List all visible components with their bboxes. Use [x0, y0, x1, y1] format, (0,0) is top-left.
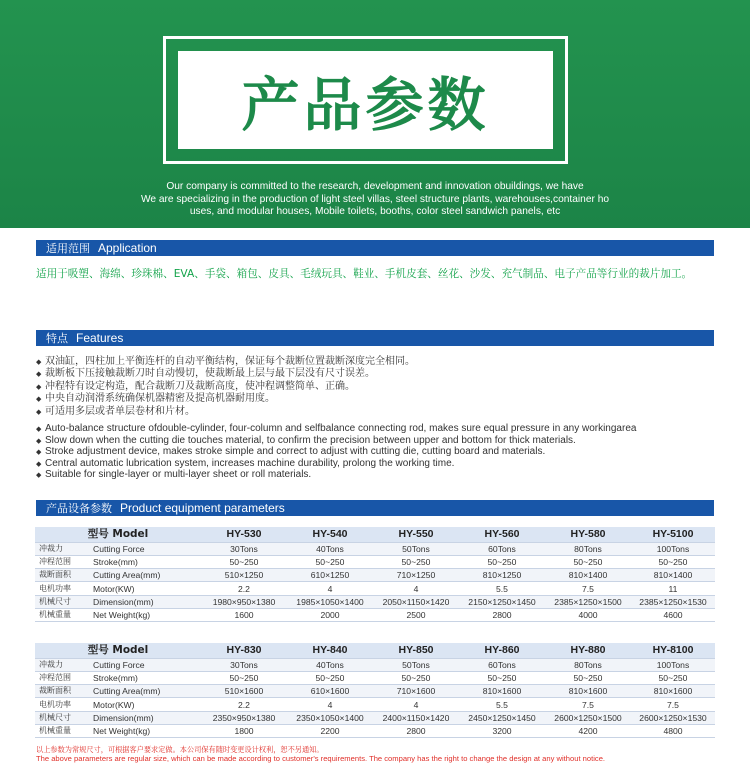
param-value: 7.5	[545, 698, 631, 711]
param-name-cn: 冲程范围	[35, 671, 91, 684]
param-value: 4	[373, 582, 459, 595]
param-value: 80Tons	[545, 658, 631, 671]
param-value: 2600×1250×1530	[631, 711, 715, 724]
param-value: 50~250	[201, 671, 287, 684]
feature-item-cn: ◆ 可适用多层或者单层卷材和片材。	[36, 405, 195, 417]
model-name: HY-580	[545, 527, 631, 542]
param-value: 2150×1250×1450	[459, 595, 545, 608]
param-name-en: Dimension(mm)	[91, 711, 201, 724]
param-value: 1985×1050×1400	[287, 595, 373, 608]
title-frame	[163, 36, 568, 164]
param-value: 810×1400	[545, 569, 631, 582]
feature-item-en: ◆ Suitable for single-layer or multi-layer sheet or roll materials.	[36, 469, 312, 481]
application-header	[36, 240, 714, 256]
param-value: 2200	[287, 724, 373, 737]
table-row	[35, 685, 715, 698]
param-value: 7.5	[631, 698, 715, 711]
diamond-bullet-icon: ◆	[36, 426, 42, 433]
features-header	[36, 330, 714, 346]
feature-item-cn: ◆ 冲程特有设定构造，配合裁断刀及裁断高度，使冲程调整简单、正确。	[36, 380, 355, 392]
param-name-en: Cutting Force	[91, 658, 201, 671]
param-value: 2.2	[201, 698, 287, 711]
param-value: 5.5	[459, 582, 545, 595]
diamond-bullet-icon: ◆	[36, 472, 42, 480]
model-name: HY-530	[201, 527, 287, 542]
param-value: 50~250	[287, 555, 373, 568]
model-name: HY-550	[373, 527, 459, 542]
param-value: 50Tons	[373, 542, 459, 555]
param-value: 810×1400	[631, 569, 715, 582]
param-value: 7.5	[545, 582, 631, 595]
table-header-row	[35, 643, 715, 658]
banner	[0, 0, 750, 228]
param-value: 1800	[201, 724, 287, 737]
intro-line: We are specializing in the production of light steel villas, steel structure plants, warehouses,container ho	[140, 193, 610, 205]
param-value: 4000	[545, 608, 631, 621]
param-value: 810×1250	[459, 569, 545, 582]
diamond-bullet-icon: ◆	[36, 449, 42, 457]
application-header-cn: 适用范围	[46, 242, 90, 255]
diamond-bullet-icon: ◆	[36, 358, 42, 366]
table-row	[35, 724, 715, 737]
param-value: 2400×1150×1420	[373, 711, 459, 724]
feature-item-en: ◆ Slow down when the cutting die touches material, to confirm the precision between upper and bottom for thick materials.	[36, 434, 576, 446]
application-header-en: Application	[98, 241, 157, 255]
param-value: 50~250	[545, 671, 631, 684]
model-name: HY-840	[287, 643, 373, 658]
param-value: 2385×1250×1500	[545, 595, 631, 608]
param-name-en: Dimension(mm)	[91, 595, 201, 608]
params-header-en: Product equipment parameters	[120, 501, 285, 515]
feature-item-cn: ◆ 裁断板下压接触裁断刀时自动慢切，使裁断最上层与最下层没有尺寸误差。	[36, 368, 375, 380]
features-list-cn	[36, 356, 415, 418]
param-value: 4	[373, 698, 459, 711]
param-name-cn: 电机功率	[35, 698, 91, 711]
spec-table-5-series	[35, 527, 715, 622]
model-name: HY-880	[545, 643, 631, 658]
diamond-bullet-icon: ◆	[36, 460, 42, 468]
param-value: 60Tons	[459, 658, 545, 671]
param-value: 40Tons	[287, 542, 373, 555]
model-name: HY-8100	[631, 643, 715, 658]
diamond-bullet-icon: ◆	[36, 437, 42, 445]
param-name-cn: 裁断面积	[35, 569, 91, 582]
param-value: 50~250	[459, 671, 545, 684]
model-name: HY-860	[459, 643, 545, 658]
application-text: 适用于吸塑、海绵、珍珠棉、EVA、手袋、箱包、皮具、毛绒玩具、鞋业、手机皮套、丝花、沙发、充气制品、电子产品等行业的裁片加工。	[36, 268, 693, 280]
param-value: 2.2	[201, 582, 287, 595]
param-value: 4	[287, 582, 373, 595]
param-value: 3200	[459, 724, 545, 737]
title-panel	[178, 51, 553, 149]
note-en: The above parameters are regular size, which can be made according to customer's requirements. The company has the right to change the design at any without notice.	[36, 754, 606, 763]
param-name-en: Cutting Area(mm)	[91, 569, 201, 582]
param-value: 2000	[287, 608, 373, 621]
features-header-cn: 特点	[46, 332, 68, 345]
param-value: 1600	[201, 608, 287, 621]
param-name-cn: 机械重量	[35, 724, 91, 737]
params-header	[36, 500, 714, 516]
table-row	[35, 671, 715, 684]
param-value: 11	[631, 582, 715, 595]
note-cn: 以上参数为常规尺寸，可根据客户要求定做。本公司保有随时变更设计权利，恕不另通知。	[36, 745, 324, 754]
intro-line: Our company is committed to the research, development and innovation obuildings, we have	[166, 181, 584, 192]
param-value: 60Tons	[459, 542, 545, 555]
spec-table-8-series	[35, 643, 715, 738]
param-value: 50~250	[201, 555, 287, 568]
param-name-en: Motor(KW)	[91, 582, 201, 595]
model-label: 型号 Model	[35, 643, 201, 658]
table-row	[35, 711, 715, 724]
table-row	[35, 542, 715, 555]
model-name: HY-5100	[631, 527, 715, 542]
param-name-en: Cutting Force	[91, 542, 201, 555]
param-value: 5.5	[459, 698, 545, 711]
param-name-en: Motor(KW)	[91, 698, 201, 711]
param-value: 2385×1250×1530	[631, 595, 715, 608]
feature-item-en: ◆ Stroke adjustment device, makes stroke simple and correct to adjust with cutting die, cutting board and materials.	[36, 446, 546, 458]
table-row	[35, 582, 715, 595]
param-value: 610×1250	[287, 569, 373, 582]
diamond-bullet-icon: ◆	[36, 407, 42, 416]
param-value: 510×1600	[201, 685, 287, 698]
param-value: 2800	[459, 608, 545, 621]
model-name: HY-850	[373, 643, 459, 658]
param-name-en: Net Weight(kg)	[91, 724, 201, 737]
param-value: 1980×950×1380	[201, 595, 287, 608]
param-name-cn: 电机功率	[35, 582, 91, 595]
param-value: 2450×1250×1450	[459, 711, 545, 724]
company-intro	[40, 181, 710, 219]
param-value: 2050×1150×1420	[373, 595, 459, 608]
param-value: 2350×1050×1400	[287, 711, 373, 724]
param-value: 50~250	[545, 555, 631, 568]
intro-line: uses, and modular houses, Mobile toilets, booths, color steel sandwich panels, etc	[189, 206, 561, 217]
table-row	[35, 658, 715, 671]
param-value: 2600×1250×1500	[545, 711, 631, 724]
features-header-en: Features	[76, 331, 124, 345]
param-value: 510×1250	[201, 569, 287, 582]
table-row	[35, 608, 715, 621]
feature-item-cn: ◆ 双油缸，四柱加上平衡连杆的自动平衡结构，保证每个裁断位置裁断深度完全相同。	[36, 356, 415, 367]
page-title: 产品参数	[241, 71, 490, 139]
param-value: 810×1600	[545, 685, 631, 698]
param-value: 50~250	[287, 671, 373, 684]
param-value: 80Tons	[545, 542, 631, 555]
table-row	[35, 555, 715, 568]
param-value: 100Tons	[631, 658, 715, 671]
param-name-cn: 冲程范围	[35, 555, 91, 568]
param-value: 30Tons	[201, 658, 287, 671]
diamond-bullet-icon: ◆	[36, 395, 42, 404]
model-name: HY-830	[201, 643, 287, 658]
param-name-cn: 机械尺寸	[35, 711, 91, 724]
param-name-cn: 冲裁力	[35, 658, 91, 671]
diamond-bullet-icon: ◆	[36, 382, 42, 391]
feature-item-en: ◆ Auto-balance structure ofdouble-cylinder, four-column and selfbalance connecting rod, makes sure equal pressure in any workingarea	[36, 423, 637, 434]
diamond-bullet-icon: ◆	[36, 370, 42, 379]
feature-item-en: ◆ Central automatic lubrication system, increases machine durability, prolong the working time.	[36, 457, 455, 469]
table-header-row	[35, 527, 715, 542]
param-value: 50~250	[373, 555, 459, 568]
param-value: 50~250	[459, 555, 545, 568]
model-name: HY-540	[287, 527, 373, 542]
param-value: 810×1600	[631, 685, 715, 698]
table-row	[35, 595, 715, 608]
param-value: 30Tons	[201, 542, 287, 555]
param-name-en: Stroke(mm)	[91, 671, 201, 684]
model-label: 型号 Model	[35, 527, 201, 542]
param-value: 810×1600	[459, 685, 545, 698]
param-name-cn: 裁断面积	[35, 685, 91, 698]
param-value: 710×1250	[373, 569, 459, 582]
param-value: 40Tons	[287, 658, 373, 671]
param-name-en: Cutting Area(mm)	[91, 685, 201, 698]
param-value: 4200	[545, 724, 631, 737]
params-header-cn: 产品设备参数	[46, 502, 112, 515]
param-value: 4800	[631, 724, 715, 737]
feature-item-cn: ◆ 中央自动润滑系统确保机器精密及提高机器耐用度。	[36, 393, 275, 405]
param-value: 710×1600	[373, 685, 459, 698]
param-name-cn: 机械重量	[35, 608, 91, 621]
features-list-en	[36, 424, 636, 482]
param-value: 50~250	[631, 671, 715, 684]
param-name-cn: 机械尺寸	[35, 595, 91, 608]
param-value: 610×1600	[287, 685, 373, 698]
param-name-cn: 冲裁力	[35, 542, 91, 555]
param-value: 2800	[373, 724, 459, 737]
param-value: 4	[287, 698, 373, 711]
param-name-en: Stroke(mm)	[91, 555, 201, 568]
param-name-en: Net Weight(kg)	[91, 608, 201, 621]
model-name: HY-560	[459, 527, 545, 542]
param-value: 2350×950×1380	[201, 711, 287, 724]
param-value: 50Tons	[373, 658, 459, 671]
param-value: 100Tons	[631, 542, 715, 555]
param-value: 4600	[631, 608, 715, 621]
param-value: 50~250	[631, 555, 715, 568]
table-row	[35, 569, 715, 582]
param-value: 2500	[373, 608, 459, 621]
param-value: 50~250	[373, 671, 459, 684]
table-row	[35, 698, 715, 711]
